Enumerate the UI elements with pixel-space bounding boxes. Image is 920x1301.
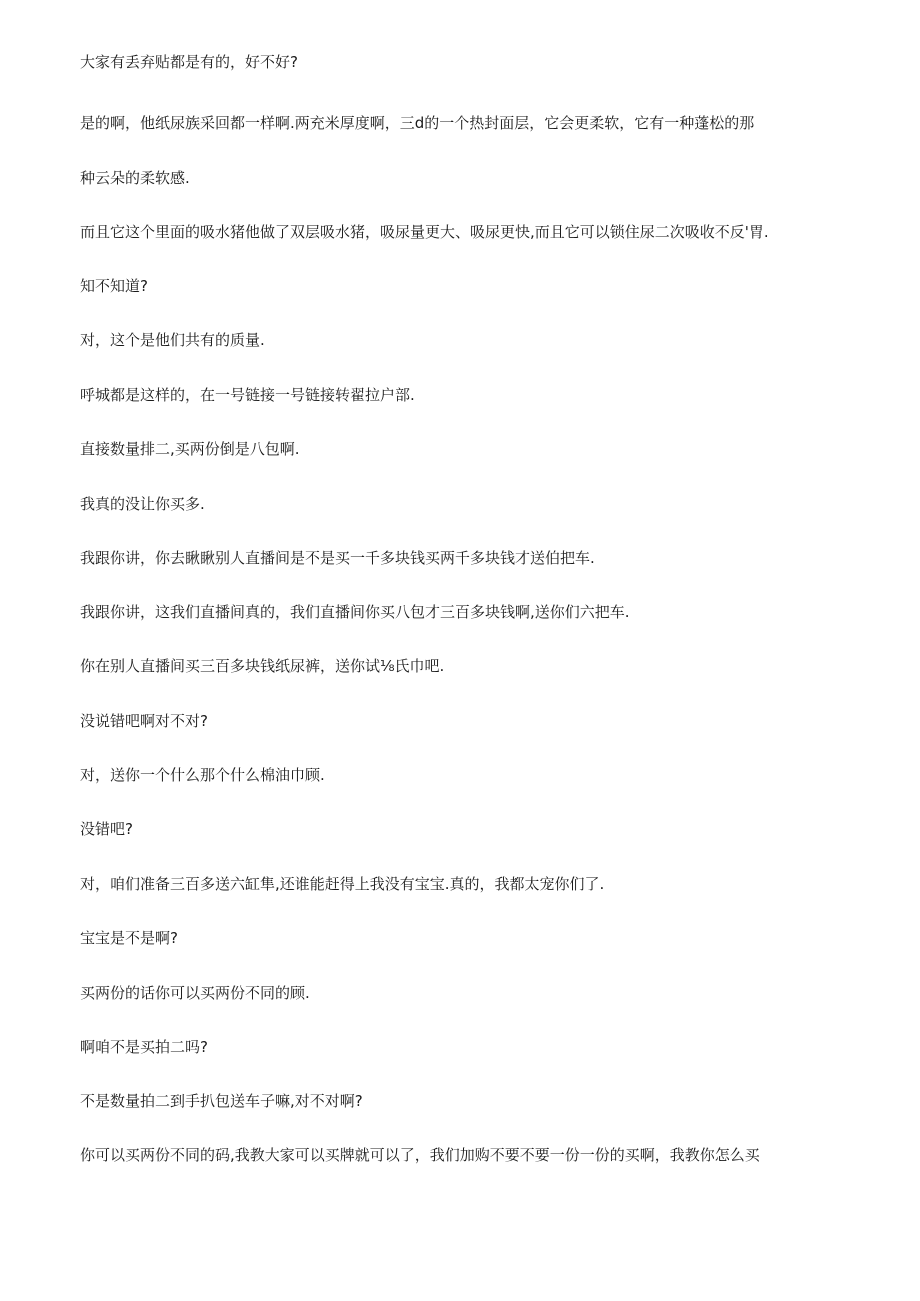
text-line: 而且它这个里面的吸水猪他做了双层吸水猪，吸尿量更大、吸尿更快,而且它可以锁住尿二次吸收不反'胃.: [80, 223, 769, 241]
text-line: 宝宝是不是啊?: [80, 929, 178, 947]
text-line: 知不知道?: [80, 277, 148, 295]
text-line: 买两份的话你可以买两份不同的顾.: [80, 984, 310, 1002]
text-line: 直接数量排二,买两份倒是八包啊.: [80, 440, 300, 458]
text-line: 我跟你讲，这我们直播间真的，我们直播间你买八包才三百多块钱啊,送你们六把车.: [80, 603, 630, 621]
text-line: 大家有丢弃贴都是有的，好不好?: [80, 53, 298, 71]
text-line: 啊咱不是买拍二吗?: [80, 1038, 208, 1056]
text-line: 对，咱们准备三百多送六缸隼,还谁能赶得上我没有宝宝.真的，我都太宠你们了.: [80, 875, 605, 893]
text-line: 对，这个是他们共有的质量.: [80, 331, 265, 349]
text-line: 不是数量拍二到手扒包送车子嘛,对不对啊?: [80, 1092, 363, 1110]
text-line: 你在别人直播间买三百多块钱纸尿裤，送你试⅛氏巾吧.: [80, 657, 445, 675]
text-line: 是的啊，他纸尿族采回都一样啊.两充米厚度啊，三d的一个热封面层，它会更柔软，它有一种蓬松的那: [80, 114, 755, 132]
text-line: 种云朵的柔软感.: [80, 169, 190, 187]
text-line: 对，送你一个什么那个什么棉油巾顾.: [80, 766, 325, 784]
text-line: 呼城都是这样的，在一号链接一号链接转翟拉户部.: [80, 386, 415, 404]
text-line: 没错吧?: [80, 820, 133, 838]
text-line: 我真的没让你买多.: [80, 495, 205, 513]
text-line: 我跟你讲，你去瞅瞅别人直播间是不是买一千多块钱买两千多块钱才送伯把车.: [80, 549, 595, 567]
text-line: 没说错吧啊对不对?: [80, 712, 208, 730]
text-line: 你可以买两份不同的码,我教大家可以买牌就可以了，我们加购不要不要一份一份的买啊，我教你怎么买: [80, 1146, 760, 1164]
